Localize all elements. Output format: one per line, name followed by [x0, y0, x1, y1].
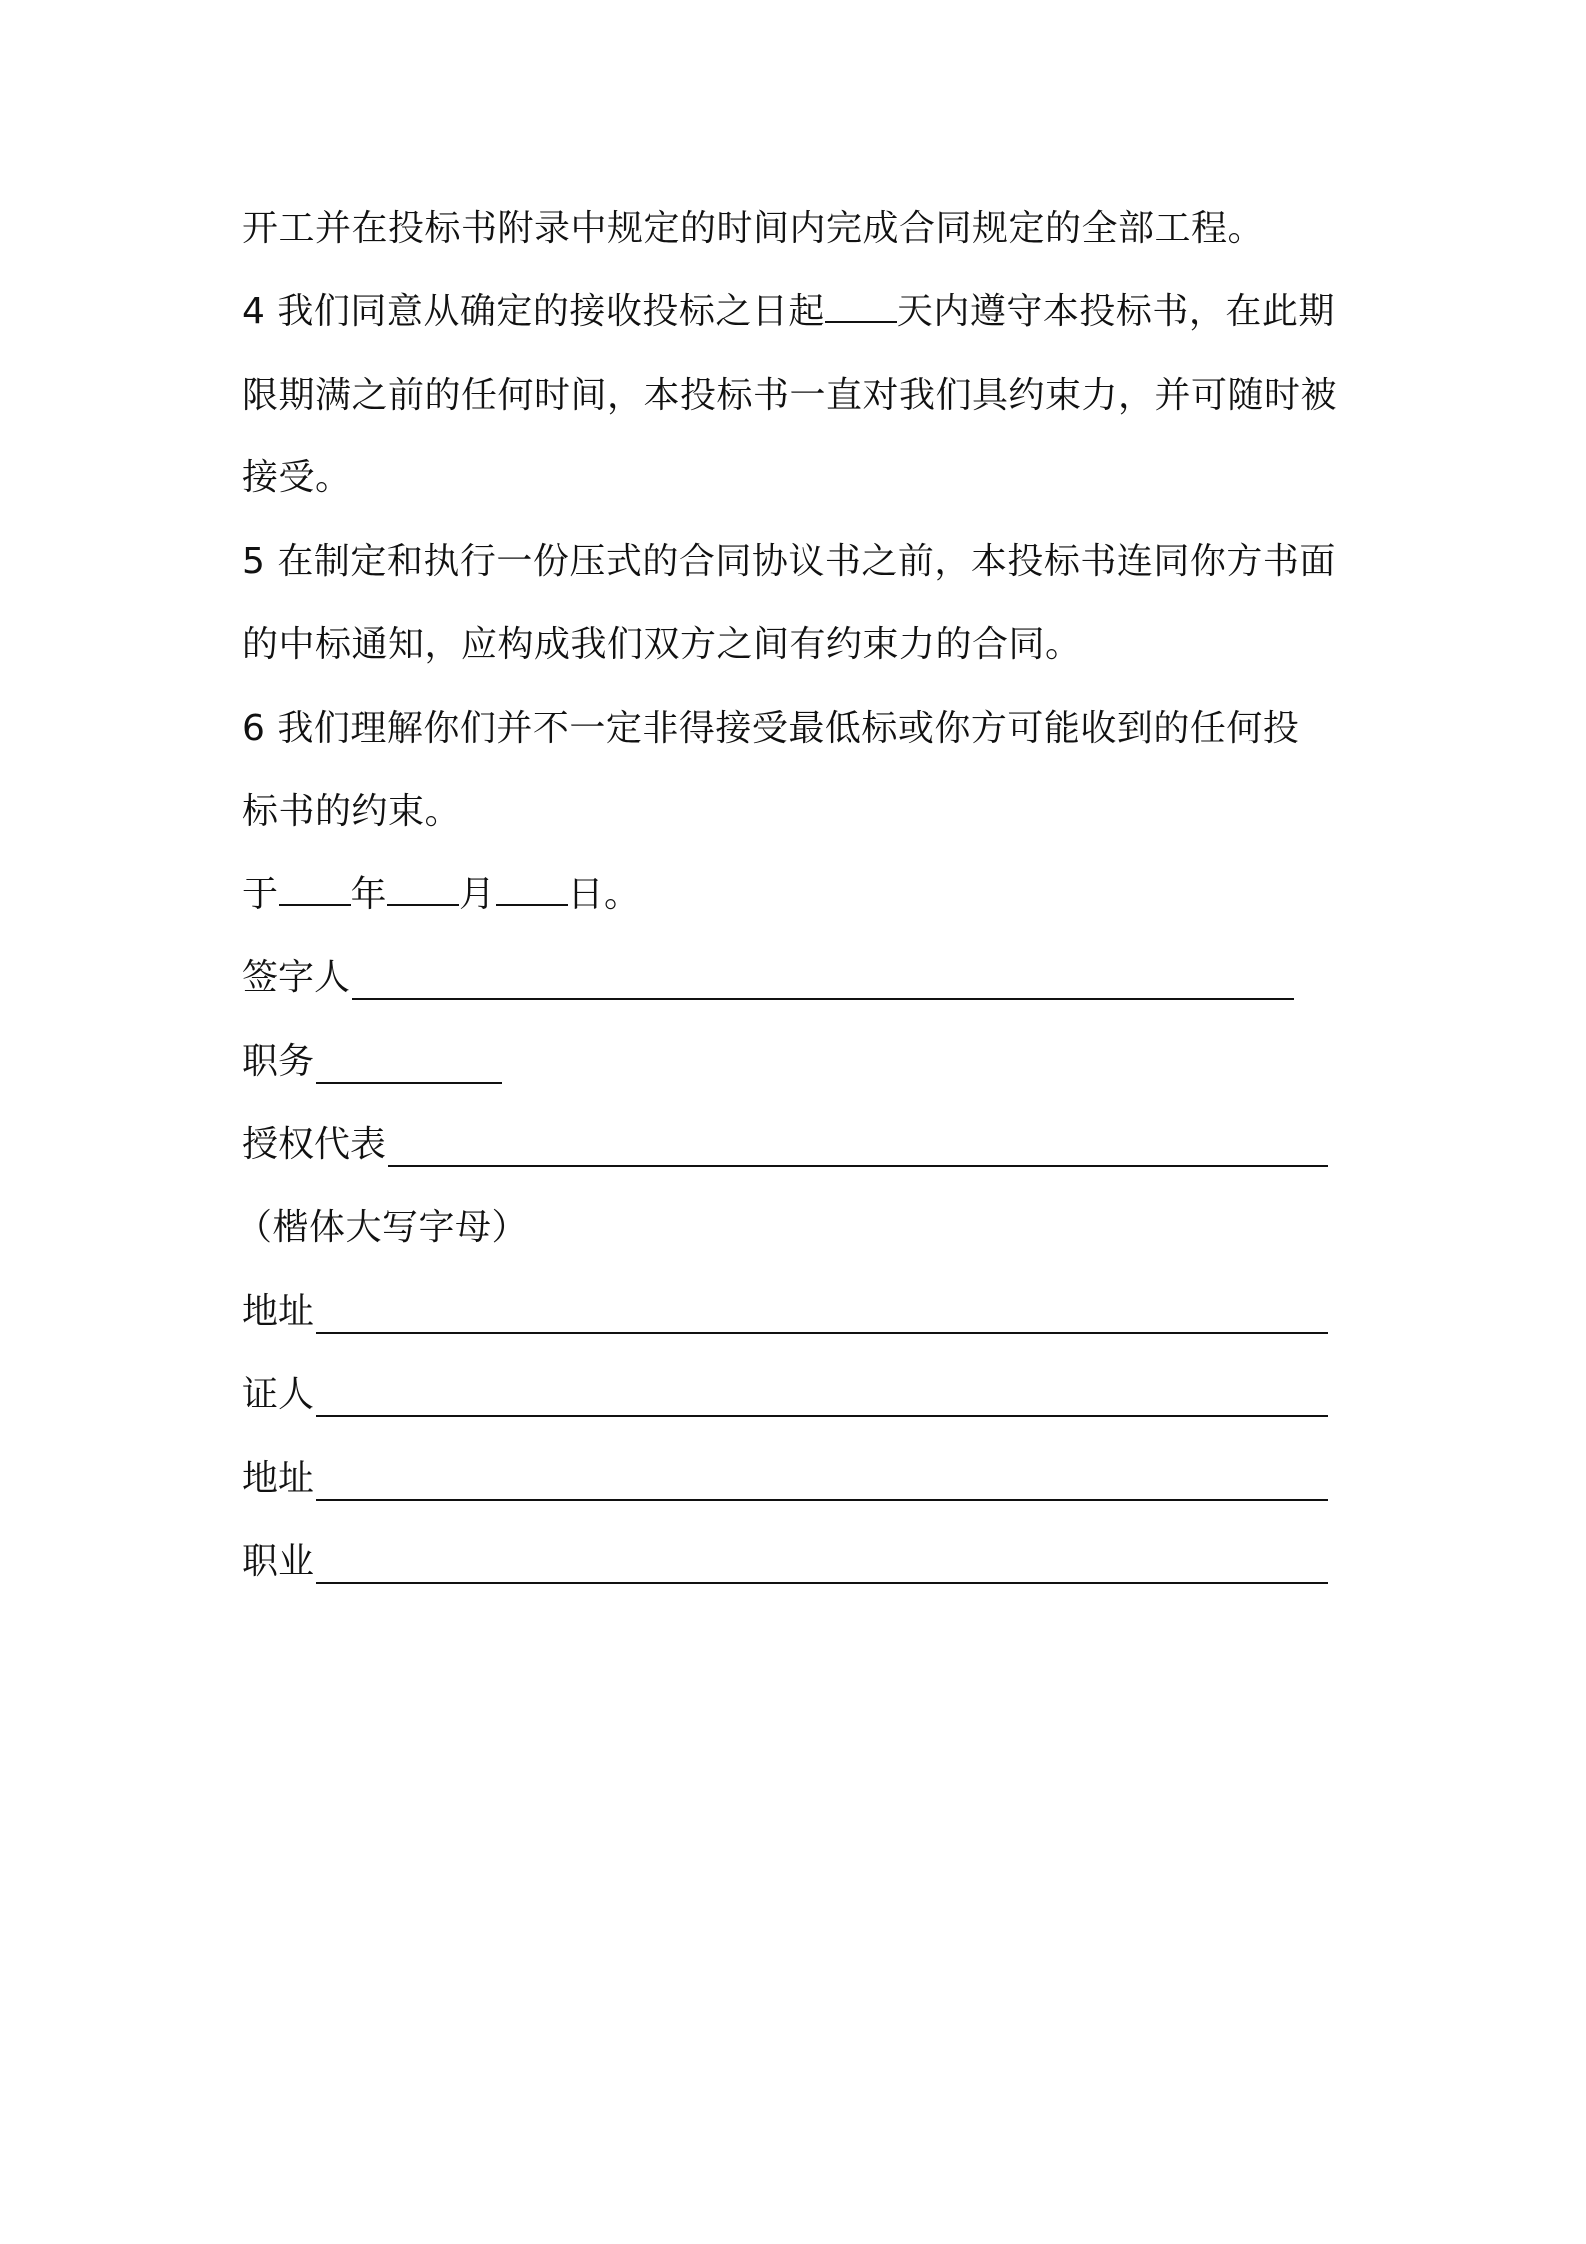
paragraph-6-line-2	[242, 790, 461, 834]
paragraph-4-line-3	[242, 456, 352, 500]
paragraph-text: 接受。	[242, 457, 352, 498]
signatory-line[interactable]	[352, 962, 1294, 1000]
address-label: 地址	[242, 1291, 315, 1332]
days-blank[interactable]	[825, 291, 897, 323]
occupation-label: 职业	[242, 1541, 315, 1582]
date-prefix: 于	[242, 874, 279, 915]
paragraph-text: 天内遵守本投标书，在此期	[896, 291, 1335, 332]
signatory-field	[242, 956, 1294, 1000]
paragraph-text: 6 我们理解你们并不一定非得接受最低标或你方可能收到的任何投	[242, 708, 1300, 749]
address-line[interactable]	[316, 1296, 1328, 1334]
paragraph-3-tail	[242, 207, 1264, 251]
position-field	[242, 1040, 502, 1084]
paragraph-5-line-2	[242, 623, 1082, 667]
address-line[interactable]	[316, 1463, 1328, 1501]
month-label: 月	[459, 874, 496, 915]
address-field-2	[242, 1457, 1328, 1501]
paragraph-text: 5 在制定和执行一份压式的合同协议书之前，本投标书连同你方书面	[242, 541, 1336, 582]
note-text: （楷体大写字母）	[236, 1207, 529, 1248]
paragraph-text: 的中标通知，应构成我们双方之间有约束力的合同。	[242, 624, 1082, 665]
paragraph-5-line-1	[242, 540, 1336, 584]
day-label: 日。	[567, 874, 641, 915]
signatory-label: 签字人	[242, 957, 351, 998]
witness-label: 证人	[242, 1374, 315, 1415]
authorized-rep-label: 授权代表	[242, 1124, 387, 1165]
paragraph-6-line-1	[242, 707, 1299, 751]
witness-field	[242, 1373, 1328, 1417]
address-field-1	[242, 1290, 1328, 1334]
block-letters-note	[236, 1206, 528, 1250]
month-blank[interactable]	[387, 874, 459, 906]
position-line[interactable]	[316, 1046, 502, 1084]
day-blank[interactable]	[496, 874, 568, 906]
paragraph-4-line-2	[242, 374, 1337, 418]
position-label: 职务	[242, 1041, 315, 1082]
occupation-field	[242, 1540, 1328, 1584]
witness-line[interactable]	[316, 1379, 1328, 1417]
address-label: 地址	[242, 1458, 315, 1499]
paragraph-4-line-1	[242, 290, 1335, 334]
paragraph-text: 限期满之前的任何时间，本投标书一直对我们具约束力，并可随时被	[242, 375, 1338, 416]
year-blank[interactable]	[279, 874, 351, 906]
occupation-line[interactable]	[316, 1546, 1328, 1584]
date-line	[242, 873, 641, 917]
authorized-rep-field	[242, 1123, 1328, 1167]
year-label: 年	[350, 874, 388, 915]
paragraph-text: 4 我们同意从确定的接收投标之日起	[242, 291, 825, 332]
paragraph-text: 标书的约束。	[242, 791, 462, 832]
paragraph-text: 开工并在投标书附录中规定的时间内完成合同规定的全部工程。	[242, 208, 1265, 249]
authorized-rep-line[interactable]	[388, 1129, 1328, 1167]
